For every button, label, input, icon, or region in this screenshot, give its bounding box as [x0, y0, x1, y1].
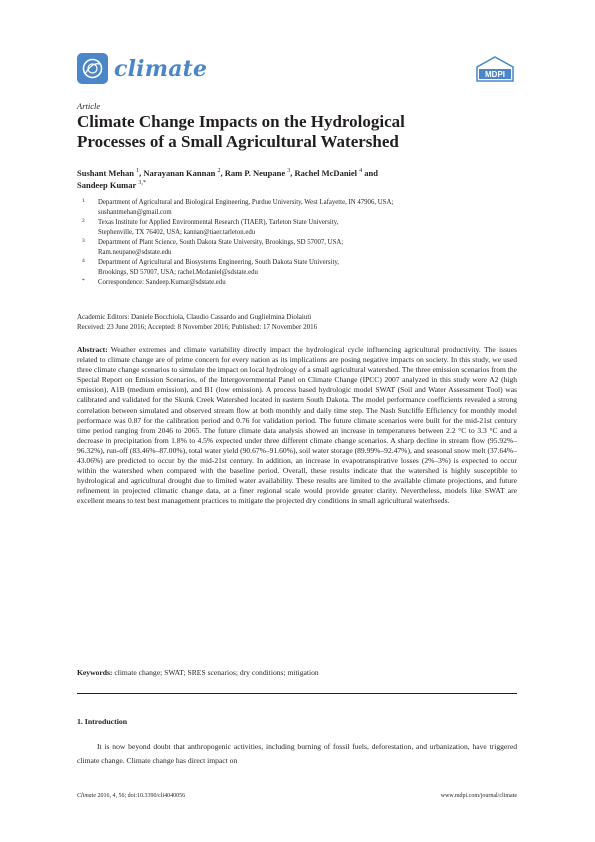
author-list: Sushant Mehan $^1$, Narayanan Kannan $^2$, Ram P. Neupane $^3$, Rachel McDaniel $^4$ and Sandeep Kumar $^{3,*}$: [77, 168, 379, 190]
abstract-text: Weather extremes and climate variability directly impact the hydrological cycle influencing agricultural productivity. The issues related to climate change are of prime concern for every nation as its implications are posing negative impacts on society. In this study, we used three climate change scenarios to simulate the impact on local hydrology of a small agricultural watershed. The three emission scenarios from the Special Report on Emission Scenarios, of the Intergovernmental Panel on Climate Change (IPCC) 2007 analyzed in this study were A2 (high emission), A1B (medium emission), and B1 (low emission). A process based hydrologic model SWAT (Soil and Water Assessment Tool) was calibrated and validated for the Skunk Creek Watershed located in eastern South Dakota. The model performance coefficients revealed a strong correlation between simulated and observed stream flow at both monthly and daily time step. The Nash Sutcliffe Efficiency for monthly model performace was 0.87 for the calibration period and 0.76 for validation period. The future climate scenarios were built for the mid-21st century time period ranging from 2046 to 2065. The future climate data analysis showed an increase in temperatures between 2.2 °C to 3.3 °C and a decrease in precipitation from 1.8% to 4.5% expected under three different climate change scenarios. A sharp decline in stream flow (95.92%–96.32%), run-off (83.46%–87.00%), total water yield (90.67%–91.60%), soil water storage (89.99%–92.47%), and seasonal snow melt (37.64%–43.06%) are predicted to occur by the mid-21st century. In addition, an increase in evapotranspirative losses (2%–3%) is expected to occur within the watershed when compared with the baseline period. Overall, these results indicate that the watershed is highly susceptible to hydrological and agricultural drought due to limited water availability. These results are limited to the available climate projections, and future refinement in projected climatic change data, at a finer regional scale would provide greater clarity. Nevertheless, models like SWAT are excellent means to test best management practices to mitigate the projected dry conditions in small agricultural waterhseds.: [77, 345, 517, 506]
title-line: Processes of a Small Agricultural Watershed: [77, 132, 399, 151]
affiliation-email[interactable]: sushantmehan@gmail.com: [98, 208, 172, 216]
affiliation-number: 3: [82, 238, 85, 245]
title-line: Climate Change Impacts on the Hydrological: [77, 112, 405, 131]
affiliation-text: Department of Agricultural and Biological Engineering, Purdue University, West Lafayette, IN 47906, USA;: [98, 199, 394, 206]
author-name[interactable]: Narayanan Kannan: [143, 168, 216, 178]
author-affil-ref: 3,*: [138, 180, 146, 187]
publisher-name: MDPI: [485, 70, 505, 79]
correspondence-email[interactable]: Correspondence: Sandeep.Kumar@sdstate.edu: [98, 279, 226, 287]
correspondence-marker: *: [82, 278, 85, 285]
affiliation-text: Department of Plant Science, South Dakota State University, Brookings, SD 57007, USA;: [98, 239, 344, 247]
affiliation-text: Department of Agricultural and Biosystems Engineering, South Dakota State University,: [98, 259, 339, 267]
correspondence-item: [77, 278, 517, 288]
author-name[interactable]: Rachel McDaniel: [294, 168, 358, 178]
footer-url[interactable]: www.mdpi.com/journal/climate: [440, 793, 517, 799]
mdpi-logo-icon[interactable]: [474, 56, 516, 82]
section-divider: [77, 693, 517, 694]
affiliation-item: [77, 198, 517, 218]
journal-badge-icon: [77, 53, 108, 84]
affiliation-email[interactable]: Stephenville, TX 76402, USA; kannan@tiaer.tarleton.edu: [98, 228, 256, 236]
affiliation-email[interactable]: Ram.neupane@sdstate.edu: [98, 248, 172, 256]
author-affil-ref: 4: [359, 168, 363, 175]
affiliation-number: 2: [82, 218, 85, 225]
academic-editors: Academic Editors: Daniele Bocchiola, Claudio Cassardo and Guglielmina Diolaiuti: [77, 313, 312, 321]
affiliation-item: [77, 258, 517, 278]
affiliation-number: 4: [82, 258, 85, 265]
affiliation-text: Texas Institute for Applied Environmental Research (TIAER), Tarleton State University,: [98, 219, 339, 227]
footer-doi[interactable]: 2016, 4, 56; doi:10.3390/cli4040056: [97, 793, 186, 799]
article-type: Article: [77, 101, 101, 111]
author-affil-ref: 3: [287, 168, 291, 175]
affiliation-item: [77, 218, 517, 238]
keywords-label: Keywords:: [77, 668, 113, 677]
author-affil-ref: 1: [136, 168, 140, 175]
publication-info: [77, 312, 517, 332]
author-name[interactable]: Ram P. Neupane: [224, 168, 286, 178]
intro-paragraph: It is now beyond doubt that anthropogenic activities, including burning of fossil fuels, deforestation, and urbanization, have triggered climate change. Climate change has direct impact on: [77, 742, 517, 765]
footer-journal: Climate: [77, 793, 96, 799]
article-title: [77, 112, 517, 152]
affiliation-number: 1: [82, 198, 85, 204]
author-name[interactable]: Sushant Mehan: [77, 168, 134, 178]
journal-logo[interactable]: [77, 53, 207, 84]
affiliation-item: [77, 238, 517, 258]
affiliation-list: [77, 198, 517, 288]
author-name[interactable]: Sandeep Kumar: [77, 180, 137, 190]
abstract: [77, 345, 517, 507]
abstract-label: Abstract:: [77, 345, 108, 354]
keywords: [77, 668, 517, 678]
affiliation-email[interactable]: Brookings, SD 57007, USA; rachel.Mcdaniel@sdstate.edu: [98, 269, 258, 277]
section-heading: 1. Introduction: [77, 717, 128, 726]
keywords-text: climate change; SWAT; SRES scenarios; dry conditions; mitigation: [114, 668, 319, 677]
journal-name: climate: [114, 55, 208, 82]
footer-citation: [77, 793, 185, 799]
author-affil-ref: 2: [217, 168, 221, 175]
publication-history: Received: 23 June 2016; Accepted: 8 November 2016; Published: 17 November 2016: [77, 323, 318, 331]
